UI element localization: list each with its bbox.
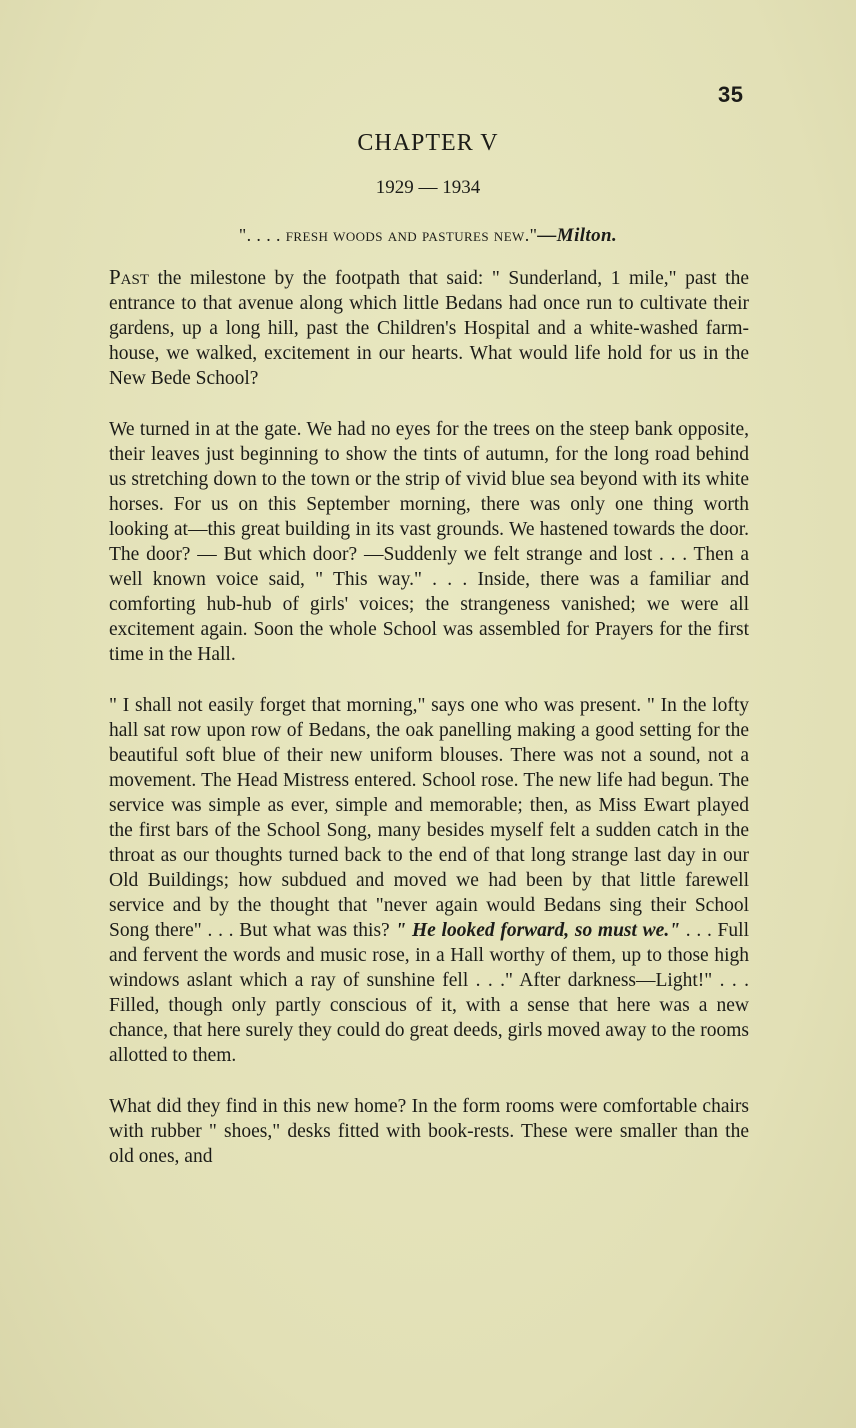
paragraph-4 — [109, 1094, 749, 1169]
chapter-years: 1929 — 1934 — [375, 177, 481, 198]
paragraph-2 — [109, 417, 749, 667]
paragraph-1-lead: Past — [109, 265, 150, 289]
chapter-title: CHAPTER V — [357, 130, 499, 156]
paragraph-1 — [109, 265, 749, 391]
paragraph-4-text: What did they find in this new home? In the form rooms were comfortable chairs with rubber " shoes," desks fitted with book-rests. These were smaller than the old ones, and — [109, 1096, 749, 1167]
paragraph-2-text: We turned in at the gate. We had no eyes for the trees on the steep bank opposite, their leaves just beginning to show the tints of autumn, for the long road behind us stretching down to the town or the strip of vivid blue sea beyond with its white horses. For us on this September morning, there was only one thing worth looking at—this great building in its vast grounds. We hastened towards the door. The door? — But which door? —Suddenly we felt strange and lost . . . Then a well known voice said, " This way." . . . Inside, there was a familiar and comforting hub-hub of girls' voices; the strangeness vanished; we were all excitement again. Soon the whole School was assembled for Prayers for the first time in the Hall. — [109, 419, 749, 665]
paragraph-3-text-before: " I shall not easily forget that morning," says one who was present. " In the lofty hall sat row upon row of Bedans, the oak panelling making a good setting for the beautiful soft blue of their new uniform blouses. There was not a sound, not a movement. The Head Mistress entered. School rose. The new life had begun. The service was simple as ever, simple and memorable; then, as Miss Ewart played the first bars of the School Song, many besides myself felt a sudden catch in the throat as our thoughts turned back to the end of that long strange last day in our Old Buildings; how subdued and moved we had been by that little farewell service and by the thought that "never again would Bedans sing their School Song there" . . . But what was this? — [109, 695, 749, 941]
page-number: 35 — [718, 82, 744, 107]
body-text — [109, 265, 749, 1195]
paragraph-3-text-after: . . . Full and fervent the words and music rose, in a Hall worthy of them, up to those high windows aslant which a ray of sunshine fell . . ." After darkness—Light!" . . . Filled, though only partly conscious of it, with a sense that here was a new chance, that here surely they could do great deeds, girls moved away to the rooms allotted to them. — [109, 920, 749, 1066]
epigraph — [0, 225, 856, 247]
paragraph-1-text: the milestone by the footpath that said: " Sunderland, 1 mile," past the entrance to that avenue along which little Bedans had once run to cultivate their gardens, up a long hill, past the Children's Hospital and a white-washed farm-house, we walked, excitement in our hearts. What would life hold for us in the New Bede School? — [109, 268, 749, 389]
epigraph-quote: ". . . . fresh woods and pastures new." — [238, 225, 538, 245]
paragraph-3-emphasis: " He looked forward, so must we." — [395, 920, 681, 941]
epigraph-attribution: —Milton. — [537, 225, 618, 246]
paragraph-3 — [109, 693, 749, 1068]
